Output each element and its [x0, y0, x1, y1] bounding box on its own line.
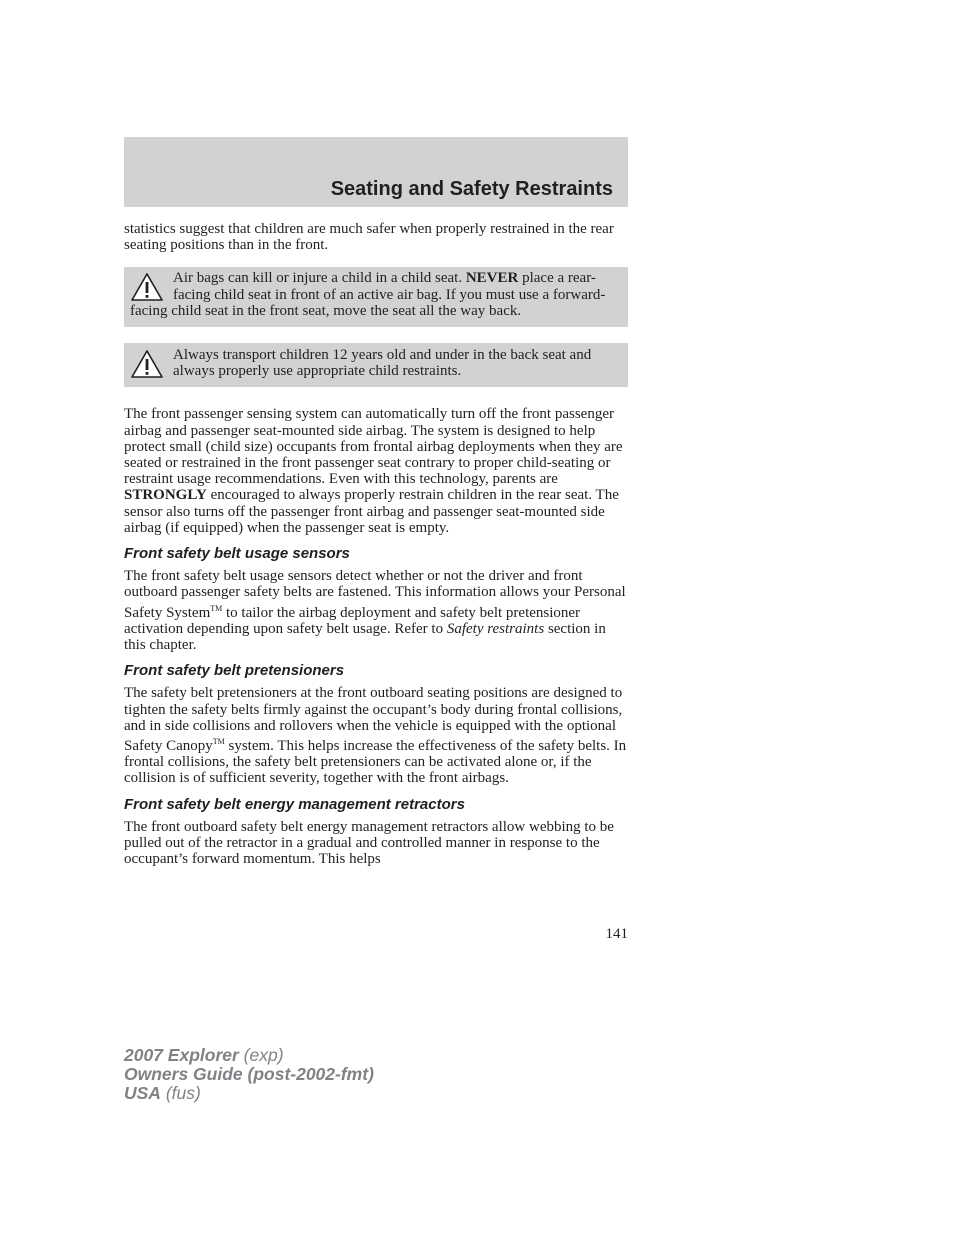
page-number: 141: [605, 926, 628, 942]
warning-box-child-seat: [124, 267, 628, 327]
warning-triangle-icon: [130, 272, 164, 302]
warning-box-rear-seat: [124, 343, 628, 387]
warning-triangle-icon: [130, 349, 164, 379]
energy-retractors-paragraph: The front outboard safety belt energy management retractors allow webbing to be pulled out of the retractor in a gradual and controlled manner in response to the occupant’s forward momentum. This helps: [124, 818, 614, 868]
content-column: [124, 221, 628, 868]
pretensioners-paragraph: The safety belt pretensioners at the front outboard seating positions are designed to tighten the safety belts firmly against the occupant’s body during frontal collisions, and in side collisions and rollovers when the vehicle is equipped with the optional Safety Canopy™ system. This helps increase the effectiveness of the safety belts. In frontal collisions, the safety belt pretensioners can be activated alone or, if the collision is of sufficient severity, together with the front airbags.: [124, 685, 627, 787]
footer-line-guide: Owners Guide (post-2002-fmt): [124, 1064, 374, 1084]
passenger-sensing-paragraph: The front passenger sensing system can automatically turn off the front passenger airbag and passenger seat-mounted side airbag. The system is designed to help protect small (child size) occupants from frontal airbag deployments when they are seated or restrained in the front passenger seat contrary to proper child-seating or restraint usage recommendations. Even with this technology, parents are STRONGLY encouraged to always properly restrain children in the rear seat. The sensor also turns off the passenger front airbag and passenger seat-mounted side airbag (if equipped) when the passenger seat is empty.: [124, 406, 623, 536]
heading-pretensioners: Front safety belt pretensioners: [124, 662, 345, 680]
header-bar: [124, 137, 628, 207]
document-footer: [124, 1046, 374, 1103]
emphasis-never: NEVER: [465, 270, 519, 287]
heading-energy-retractors: Front safety belt energy management retractors: [124, 795, 465, 813]
footer-line-model: 2007 Explorer (exp): [124, 1045, 284, 1065]
usage-sensors-paragraph: The front safety belt usage sensors detect whether or not the driver and front outboard passenger safety belts are fastened. This information allows your Personal Safety System™ to tailor the airbag deployment and safety belt pretensioner activation depending upon safety belt usage. Refer to Safety restraints section in this chapter.: [124, 568, 626, 654]
footer-line-market: USA (fus): [124, 1083, 201, 1103]
warning-text: Air bags can kill or injure a child in a child seat. NEVER place a rear-facing child seat in front of an active air bag. If you must use a forward-facing child seat in the front seat, move the seat all the way back.: [130, 270, 606, 319]
page-title: Seating and Safety Restraints: [330, 178, 613, 200]
intro-paragraph: statistics suggest that children are much safer when properly restrained in the rear seating positions than in the front.: [124, 221, 614, 254]
trademark-mark: TM: [210, 603, 223, 613]
heading-usage-sensors: Front safety belt usage sensors: [124, 545, 350, 563]
warning-text: Always transport children 12 years old and under in the back seat and always properly use appropriate child restraints.: [173, 347, 592, 380]
emphasis-strongly: STRONGLY: [124, 487, 207, 504]
trademark-mark: TM: [212, 737, 225, 747]
safety-restraints-reference: Safety restraints: [446, 620, 545, 637]
